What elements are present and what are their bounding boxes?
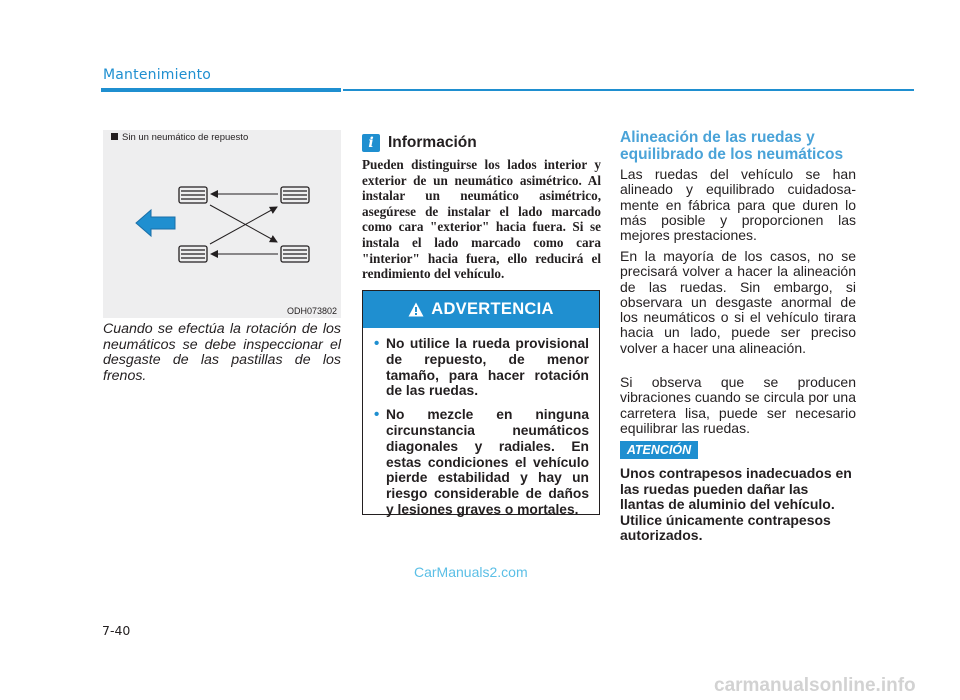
notice-text: Unos contrapesos inadecuados en las ruedas pueden dañar las llantas de aluminio del vehículo. Utilice únicamente contrapesos autorizados. [620, 465, 852, 544]
header-rule-thin [343, 89, 914, 91]
tire-rear-right-icon [281, 246, 309, 262]
tire-rotation-figure [103, 130, 341, 318]
tire-rear-left-icon [281, 187, 309, 203]
tire-rotation-diagram [103, 130, 341, 318]
alignment-title: Alineación de las ruedas y equilibrado de los neumáticos [620, 129, 844, 163]
front-direction-arrow-icon [136, 210, 175, 236]
alignment-paragraph-2: En la mayoría de los casos, no se precisará volver a hacer la alineación de las ruedas. Sin embargo, si observara un desgaste anormal de los neumáticos o si el vehículo tirara hacia un lado, puede ser preciso volver a hacer una alineación. [620, 248, 856, 356]
warning-header [363, 291, 599, 328]
figure-caption-text: Sin un neumático de repuesto [122, 132, 249, 143]
warning-item: • No utilice la rueda provisional de repuesto, de menor tamaño, para hacer rotación de las ruedas. [375, 336, 589, 399]
warning-box [362, 290, 600, 515]
watermark-link[interactable]: CarManuals2.com [414, 564, 528, 580]
tire-front-right-icon [179, 246, 207, 262]
info-title: Información [388, 134, 477, 151]
warning-triangle-icon [408, 302, 424, 317]
warning-list [363, 328, 599, 518]
figure-code: ODH073802 [286, 306, 337, 316]
site-watermark: carmanualsonline.info [714, 675, 916, 696]
warning-item: • No mezcle en ninguna circunstancia neumáticos diagonales y radiales. En estas condiciones el vehículo pierde estabilidad y hay un riesgo considerable de daños y lesiones graves o mortales. [375, 407, 589, 518]
figure-description: Cuando se efectúa la rotación de los neumáticos se debe inspeccionar el desgaste de las pastillas de los frenos. [103, 321, 341, 384]
header-rule-thick [101, 88, 341, 92]
rotation-arrow-front-right-to-rear-left [210, 207, 277, 244]
alignment-paragraph-3: Si observa que se producen vibraciones cuando se circula por una carretera lisa, puede ser necesario equilibrar las ruedas. [620, 374, 856, 436]
info-icon: i [362, 134, 380, 152]
warning-title: ADVERTENCIA [431, 300, 554, 318]
info-body: Pueden distinguirse los lados interior y exterior de un neumático asimétrico. Al instalar un neumático asimétrico, asegúrese de instalar el lado marcado como cara "exterior" hacia fuera. Si se instala el lado marcado como cara "interior" hacia fuera, ello reducirá el rendimiento del vehículo. [362, 157, 601, 282]
tire-front-left-icon [179, 187, 207, 203]
rotation-arrow-front-left-to-rear-right [210, 205, 277, 242]
square-bullet-icon [111, 133, 118, 140]
notice-label: ATENCIÓN [620, 441, 698, 459]
page-number: 7-40 [102, 623, 131, 638]
section-title: Mantenimiento [103, 67, 212, 83]
figure-caption-top [111, 132, 248, 143]
info-heading [362, 134, 477, 152]
alignment-paragraph-1: Las ruedas del vehículo se han alineado y equilibrado cuidadosa-mente en fábrica para que duren lo más posible y proporcionen las mejores prestaciones. [620, 166, 856, 244]
